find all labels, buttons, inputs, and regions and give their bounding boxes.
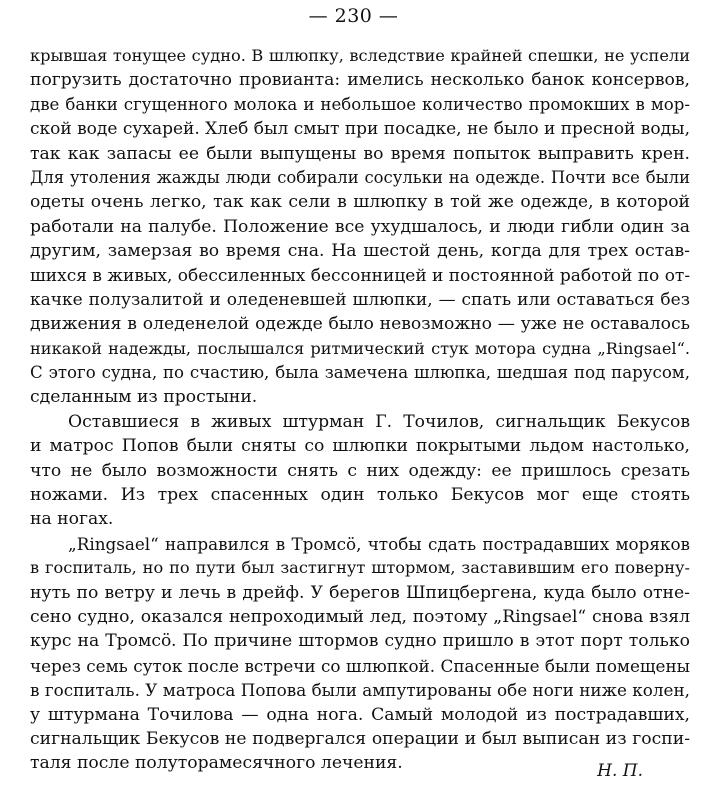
text-line: Для утоления жажды люди собирали сосульки на одежде. Почти все были — [30, 167, 690, 187]
text-body — [30, 44, 690, 776]
paragraph-3 — [30, 532, 690, 776]
text-line: в госпиталь, но по пути был застигнут штормом, заставившим его поверну- — [30, 558, 690, 578]
text-line: „Ringsael“ направился в Тромсö, чтобы сдать пострадавших моряков — [68, 533, 690, 554]
text-line: одеты очень легко, так как сели в шлюпку в той же одежде, в которой — [30, 192, 690, 213]
text-line: и матрос Попов были сняты со шлюпки покрытыми льдом настолько, — [30, 436, 690, 457]
text-line: курс на Тромсö. По причине штормов судно пришло в этот порт только — [30, 631, 690, 652]
text-line: шихся в живых, обессиленных бессонницей и постоянной работой по от- — [30, 265, 690, 286]
text-line: другим, замерзая во время сна. На шестой день, когда для трех остав- — [30, 241, 690, 262]
text-line: Оставшиеся в живых штурман Г. Точилов, сигнальщик Бекусов — [68, 411, 690, 432]
page-number: — 230 — — [308, 5, 399, 27]
text-line: качке полузалитой и оледеневшей шлюпки, — спать или оставаться без — [30, 289, 690, 310]
text-line: движения в оледенелой одежде было невозможно — уже не оставалось — [30, 314, 690, 335]
text-line: ножами. Из трех спасенных один только Бекусов мог еще стоять — [30, 485, 690, 506]
text-line: две банки сгущенного молока и небольшое количество промокших в мор- — [30, 94, 690, 114]
text-line: С этого судна, по счастию, была замечена шлюпка, шедшая под парусом, — [30, 363, 690, 383]
paragraph-2 — [30, 410, 690, 532]
text-line: работали на палубе. Положение все ухудшалось, и люди гибли один за — [30, 216, 690, 237]
text-line: сигнальщик Бекусов не подвергался операции и был выписан из госпи- — [30, 728, 690, 749]
text-line: у штурмана Точилова — одна нога. Самый молодой из пострадавших, — [30, 704, 690, 725]
text-line: ской воде сухарей. Хлеб был смыт при посадке, не было и пресной воды, — [30, 119, 690, 140]
text-line: через семь суток после встречи со шлюпкой. Спасенные были помещены — [30, 655, 690, 676]
text-line: никакой надежды, послышался ритмический стук мотора судна „Ringsael“. — [30, 338, 690, 358]
text-line: так как запасы ее были выпущены во время попыток выправить крен. — [30, 143, 690, 164]
text-line: что не было возможности снять с них одежду: ее пришлось срезать — [30, 460, 690, 481]
text-line: таля после полуторамесячного лечения. — [30, 753, 403, 774]
text-line: сделанным из простыни. — [30, 387, 258, 408]
author-signature: Н. П. — [597, 761, 643, 781]
text-line: сено судно, оказался непроходимый лед, поэтому „Ringsael“ снова взял — [30, 606, 690, 627]
text-line: погрузить достаточно провианта: имелись несколько банок консервов, — [30, 70, 690, 91]
text-line: крывшая тонущее судно. В шлюпку, вследствие крайней спешки, не успели — [30, 46, 690, 65]
text-line: на ногах. — [30, 509, 114, 530]
text-line: нуть по ветру и лечь в дрейф. У берегов Шпицбергена, куда было отне- — [30, 582, 690, 603]
text-line: в госпиталь. У матроса Попова были ампутированы обе ноги ниже колен, — [30, 680, 690, 701]
paragraph-1 — [30, 44, 690, 410]
